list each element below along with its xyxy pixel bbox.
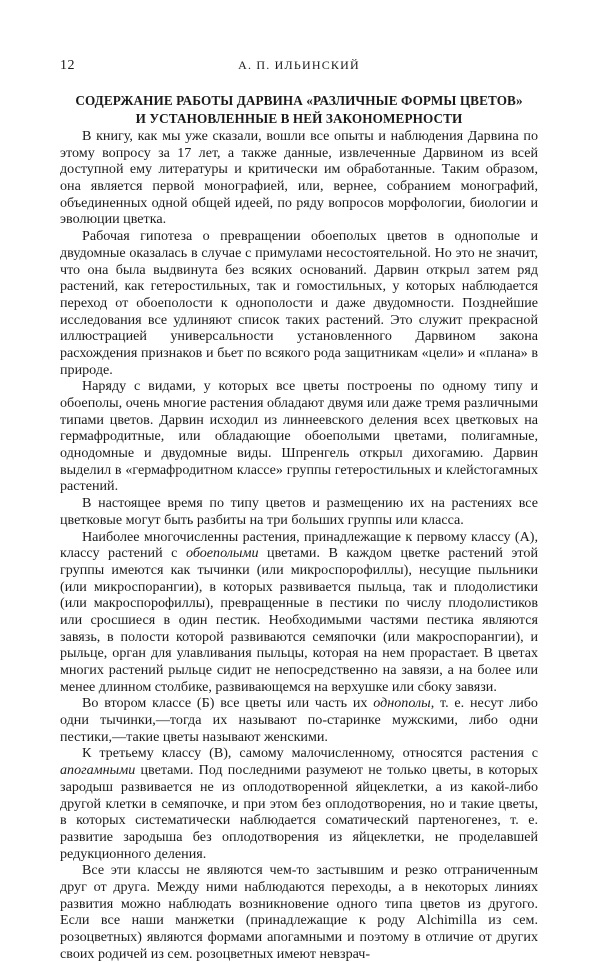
running-head-author: А. П. ИЛЬИНСКИЙ	[238, 58, 360, 72]
running-header	[60, 58, 538, 74]
section-title-line-1: СОДЕРЖАНИЕ РАБОТЫ ДАРВИНА «РАЗЛИЧНЫЕ ФОРМЫ ЦВЕТОВ»	[75, 93, 523, 108]
paragraph-7-emphasis: апогамными	[60, 762, 136, 779]
paragraph-1: В книгу, как мы уже сказали, вошли все опыты и наблюдения Дарвина по этому вопросу за 17 лет, а также данные, извлеченные Дарвином из всей доступной ему литературы и критически им обработанные. Таким образом, она является первой монографией, или, вернее, собранием монографий, объединенных одной общей идеей, по ряду вопросов морфологии, биологии и эволюции цветка.	[60, 128, 538, 228]
paragraph-7-text-a: К третьему классу (В), самому малочисленному, относятся растения с	[82, 745, 538, 762]
book-page	[60, 58, 538, 962]
body-text	[60, 128, 538, 962]
paragraph-2: Рабочая гипотеза о превращении обоеполых цветов в однополые и двудомные оказалась в случае с примулами несостоятельной. Но это не значит, что она была выдвинута без всяких оснований. Дарвин открыл затем ряд растений, как гетеростильных, так и гомостильных, у которых наблюдается переход от обоеполости к однополости и даже двудомности. Позднейшие исследования все удлиняют список таких растений. Это служит прекрасной иллюстрацией универсальности установленного Дарвином закона расхождения признаков и бьет по всякого рода защитникам «цели» и «плана» в природе.	[60, 228, 538, 378]
section-title-line-2: И УСТАНОВЛЕННЫЕ В НЕЙ ЗАКОНОМЕРНОСТИ	[135, 111, 463, 126]
paragraph-6-text-a: Во втором классе (Б) все цветы или часть их	[82, 695, 374, 712]
section-heading	[60, 92, 538, 127]
page-number: 12	[60, 58, 75, 73]
paragraph-3: Наряду с видами, у которых все цветы построены по одному типу и обоеполы, очень многие растения обладают двумя или даже тремя различными типами цветов. Дарвин исходил из линнеевского деления всех цветковых на гермафродитные, или обладающие обоеполыми цветами, полигамные, однодомные и двудомные виды. Шпренгель открыл дихогамию. Дарвин выделил в «гермафродитном классе» группы гетеростильных и клейстогамных растений.	[60, 378, 538, 495]
paragraph-7	[60, 745, 538, 862]
paragraph-4: В настоящее время по типу цветов и размещению их на растениях все цветковые могут быть разбиты на три больших группы или класса.	[60, 495, 538, 528]
paragraph-5-emphasis: обоеполыми	[185, 545, 259, 562]
paragraph-7-text-b: цветами. Под последними разумеют не только цветы, в которых зародыш развивается не из оплодотворенной яйцеклетки, а из какой-либо другой клетки в семяпочке, и при этом без оплодотворения, но и такие цветы, в которых систематически наблюдается соматический партеногенез, т. е. развитие зародыша без оплодотворения из яйцеклетки, не проделавшей редукционного деления.	[60, 762, 538, 862]
paragraph-8: Все эти классы не являются чем-то застывшим и резко отграниченным друг от друга. Между ними наблюдаются переходы, а в некоторых линиях развития можно наблюдать возникновение одного типа цветов из другого. Если все наши манжетки (принадлежащие к роду Alchimilla из сем. розоцветных) являются формами апогамными и поэтому в отличие от других своих родичей из сем. розоцветных имеют невзрач-	[60, 862, 538, 962]
paragraph-5-text-a: Наиболее многочисленны растения, принадлежащие к первому классу (А), классу растений с	[60, 528, 538, 562]
paragraph-5-text-b: цветами. В каждом цветке растений этой группы имеются как тычинки (или микроспорофиллы), несущие пыльники (или микроспорангии), в которых развивается пыльца, так и плодолистики (или макроспорофиллы), превращенные в пестики по числу плодолистиков или сросшиеся в один пестик. Необходимыми частями пестика являются завязь, в полости которой развиваются семяпочки (или макроспорангии), и рыльце, орган для улавливания пыльцы, которая на нем прорастает. В цветах многих растений рыльце сидит не непосредственно на завязи, а на более или менее длинном столбике, развивающемся на верхушке или сбоку завязи.	[60, 545, 538, 695]
paragraph-6-emphasis: однополы	[373, 695, 431, 712]
paragraph-5	[60, 529, 538, 696]
paragraph-6	[60, 695, 538, 745]
paragraph-6-text-b: , т. е. несут либо одни тычинки,—тогда их называют по-старинке мужскими, либо одни пестики,—такие цветы называют женскими.	[60, 695, 538, 745]
